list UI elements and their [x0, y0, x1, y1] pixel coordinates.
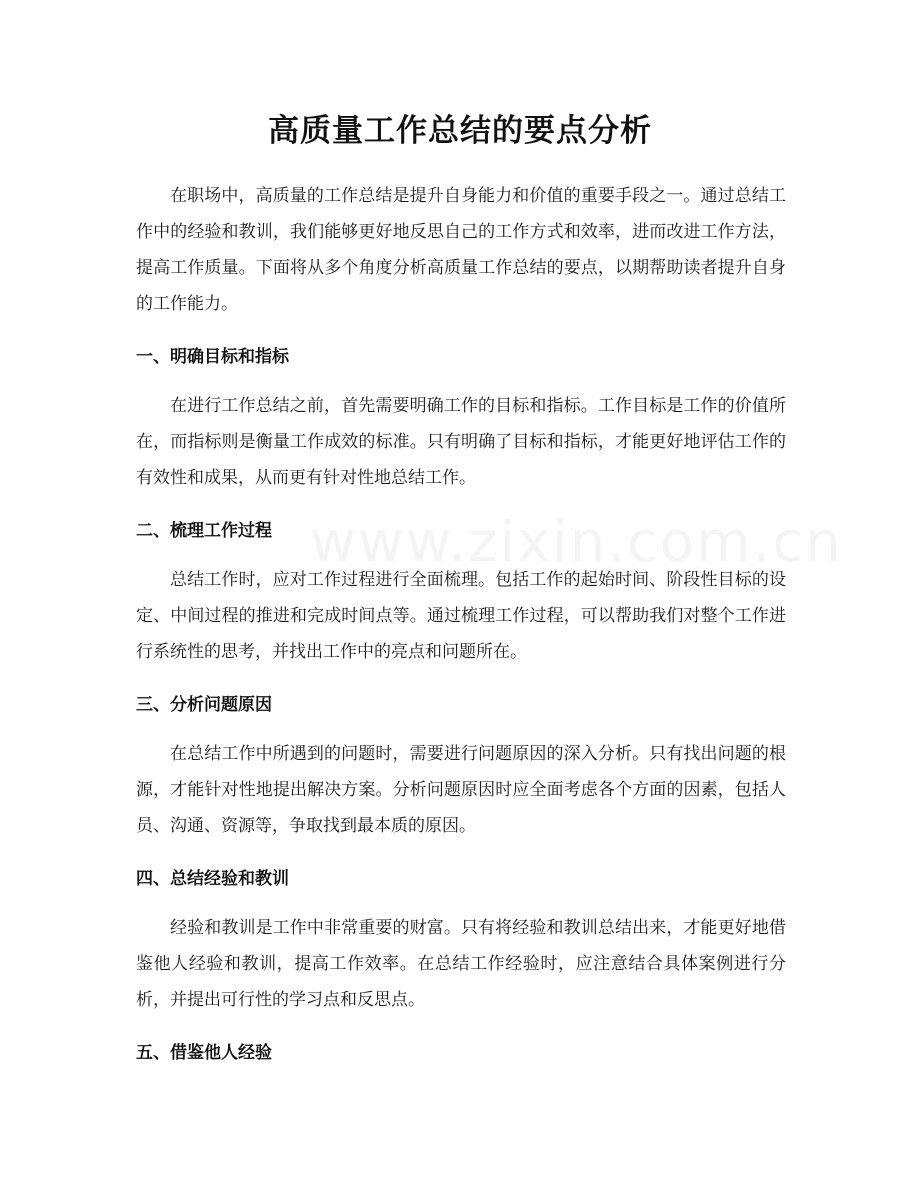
section-heading-3: 三、分析问题原因: [136, 695, 272, 715]
section-body-2: 总结工作时，应对工作过程进行全面梳理。包括工作的起始时间、阶段性目标的设定、中间过程的推进和完成时间点等。通过梳理工作过程，可以帮助我们对整个工作进行系统性的思考，并找出工作中的亮点和问题所在。: [136, 570, 786, 662]
section-heading-2: 二、梳理工作过程: [136, 521, 272, 541]
section-heading-1: 一、明确目标和指标: [136, 347, 289, 367]
section-body-4: 经验和教训是工作中非常重要的财富。只有将经验和教训总结出来，才能更好地借鉴他人经验和教训，提高工作效率。在总结工作经验时，应注意结合具体案例进行分析，并提出可行性的学习点和反思点。: [136, 918, 786, 1010]
section-heading-4: 四、总结经验和教训: [136, 869, 289, 889]
section-body-1: 在进行工作总结之前，首先需要明确工作的目标和指标。工作目标是工作的价值所在，而指标则是衡量工作成效的标准。只有明确了目标和指标，才能更好地评估工作的有效性和成果，从而更有针对性地总结工作。: [136, 396, 786, 488]
page-title: 高质量工作总结的要点分析: [268, 113, 652, 149]
intro-paragraph: 在职场中，高质量的工作总结是提升自身能力和价值的重要手段之一。通过总结工作中的经验和教训，我们能够更好地反思自己的工作方式和效率，进而改进工作方法，提高工作质量。下面将从多个角度分析高质量工作总结的要点，以期帮助读者提升自身的工作能力。: [136, 186, 786, 314]
document-body: [136, 178, 786, 1070]
section-heading-5: 五、借鉴他人经验: [136, 1043, 272, 1063]
section-body-3: 在总结工作中所遇到的问题时，需要进行问题原因的深入分析。只有找出问题的根源，才能针对性地提出解决方案。分析问题原因时应全面考虑各个方面的因素，包括人员、沟通、资源等，争取找到最本质的原因。: [136, 744, 786, 836]
